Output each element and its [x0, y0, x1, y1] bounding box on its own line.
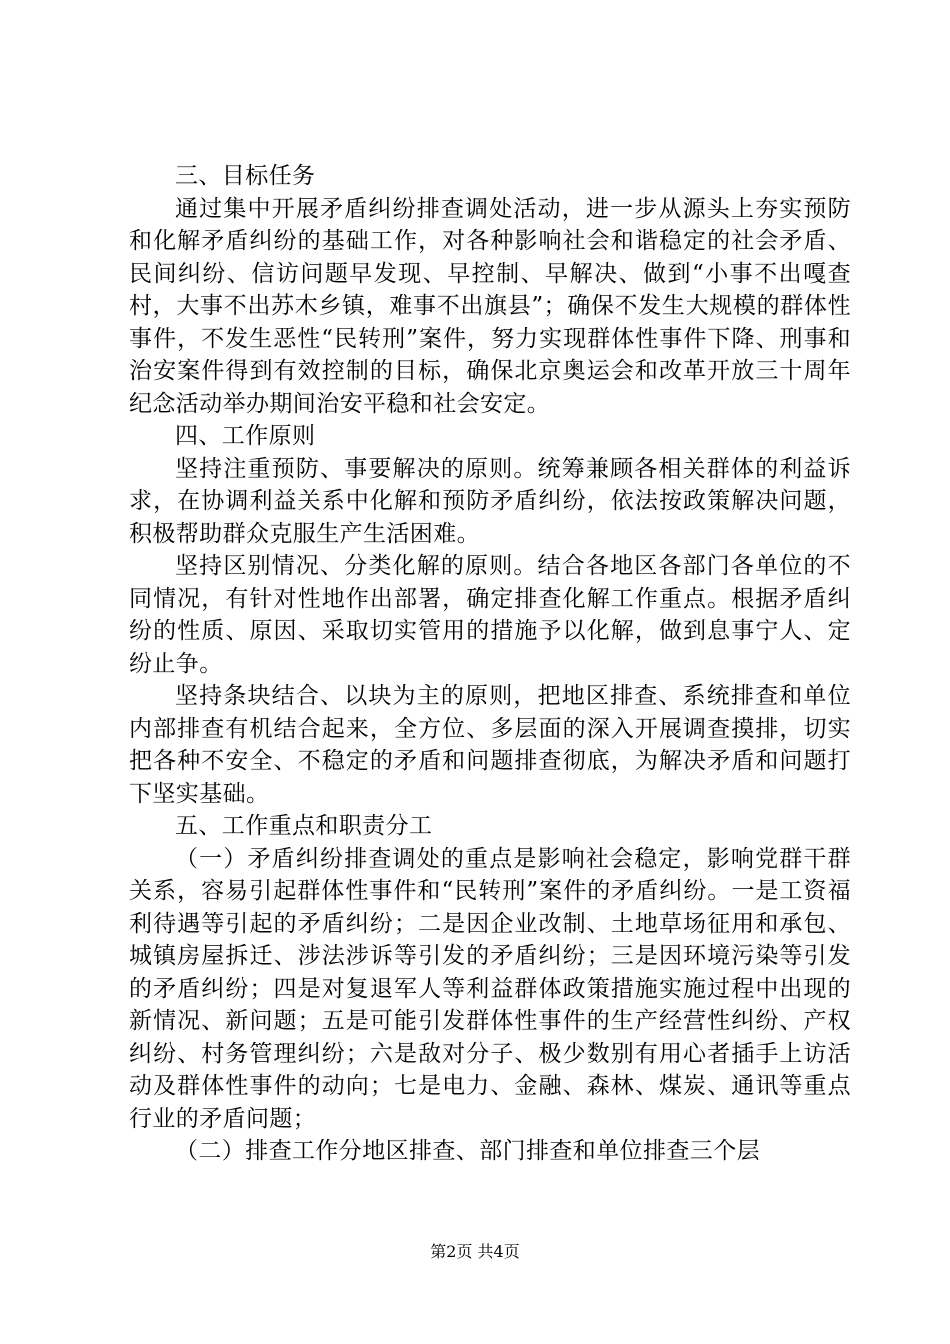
document-body: [129, 160, 851, 1168]
section-heading-principles: 四、工作原则: [175, 423, 316, 449]
paragraph-principle-classification: 坚持区别情况、分类化解的原则。结合各地区各部门各单位的不同情况，有针对性地作出部署，确定排查化解工作重点。根据矛盾纠纷的性质、原因、采取切实管用的措施予以化解，做到息事宁人、定纷止争。: [129, 553, 851, 677]
paragraph-objectives: 通过集中开展矛盾纠纷排查调处活动，进一步从源头上夯实预防和化解矛盾纠纷的基础工作，对各种影响社会和谐稳定的社会矛盾、民间纠纷、信访问题早发现、早控制、早解决、做到“小事不出嘎查村，大事不出苏木乡镇，难事不出旗县”；确保不发生大规模的群体性事件，不发生恶性“民转刑”案件，努力实现群体性事件下降、刑事和治安案件得到有效控制的目标，确保北京奥运会和改革开放三十周年纪念活动举办期间治安平稳和社会安定。: [129, 195, 851, 417]
paragraph-focus-items: （一）矛盾纠纷排查调处的重点是影响社会稳定，影响党群干群关系，容易引起群体性事件和“民转刑”案件的矛盾纠纷。一是工资福利待遇等引起的矛盾纠纷；二是因企业改制、土地草场征用和承包、城镇房屋拆迁、涉法涉诉等引发的矛盾纠纷；三是因环境污染等引发的矛盾纠纷；四是对复退军人等利益群体政策措施实施过程中出现的新情况、新问题；五是可能引发群体性事件的生产经营性纠纷、产权纠纷、村务管理纠纷；六是敌对分子、极少数别有用心者插手上访活动及群体性事件的动向；七是电力、金融、森林、煤炭、通讯等重点行业的矛盾问题；: [129, 845, 851, 1132]
paragraph-investigation-levels: （二）排查工作分地区排查、部门排查和单位排查三个层: [175, 1138, 760, 1164]
section-heading-focus-duties: 五、工作重点和职责分工: [175, 813, 433, 839]
page-number-footer: 第2页 共4页: [430, 1242, 520, 1261]
paragraph-principle-prevention: 坚持注重预防、事要解决的原则。统筹兼顾各相关群体的利益诉求，在协调利益关系中化解和预防矛盾纠纷，依法按政策解决问题，积极帮助群众克服生产生活困难。: [129, 455, 851, 547]
paragraph-principle-coordination: 坚持条块结合、以块为主的原则，把地区排查、系统排查和单位内部排查有机结合起来，全方位、多层面的深入开展调查摸排，切实把各种不安全、不稳定的矛盾和问题排查彻底，为解决矛盾和问题打下坚实基础。: [129, 683, 851, 807]
section-heading-objectives: 三、目标任务: [175, 163, 316, 189]
